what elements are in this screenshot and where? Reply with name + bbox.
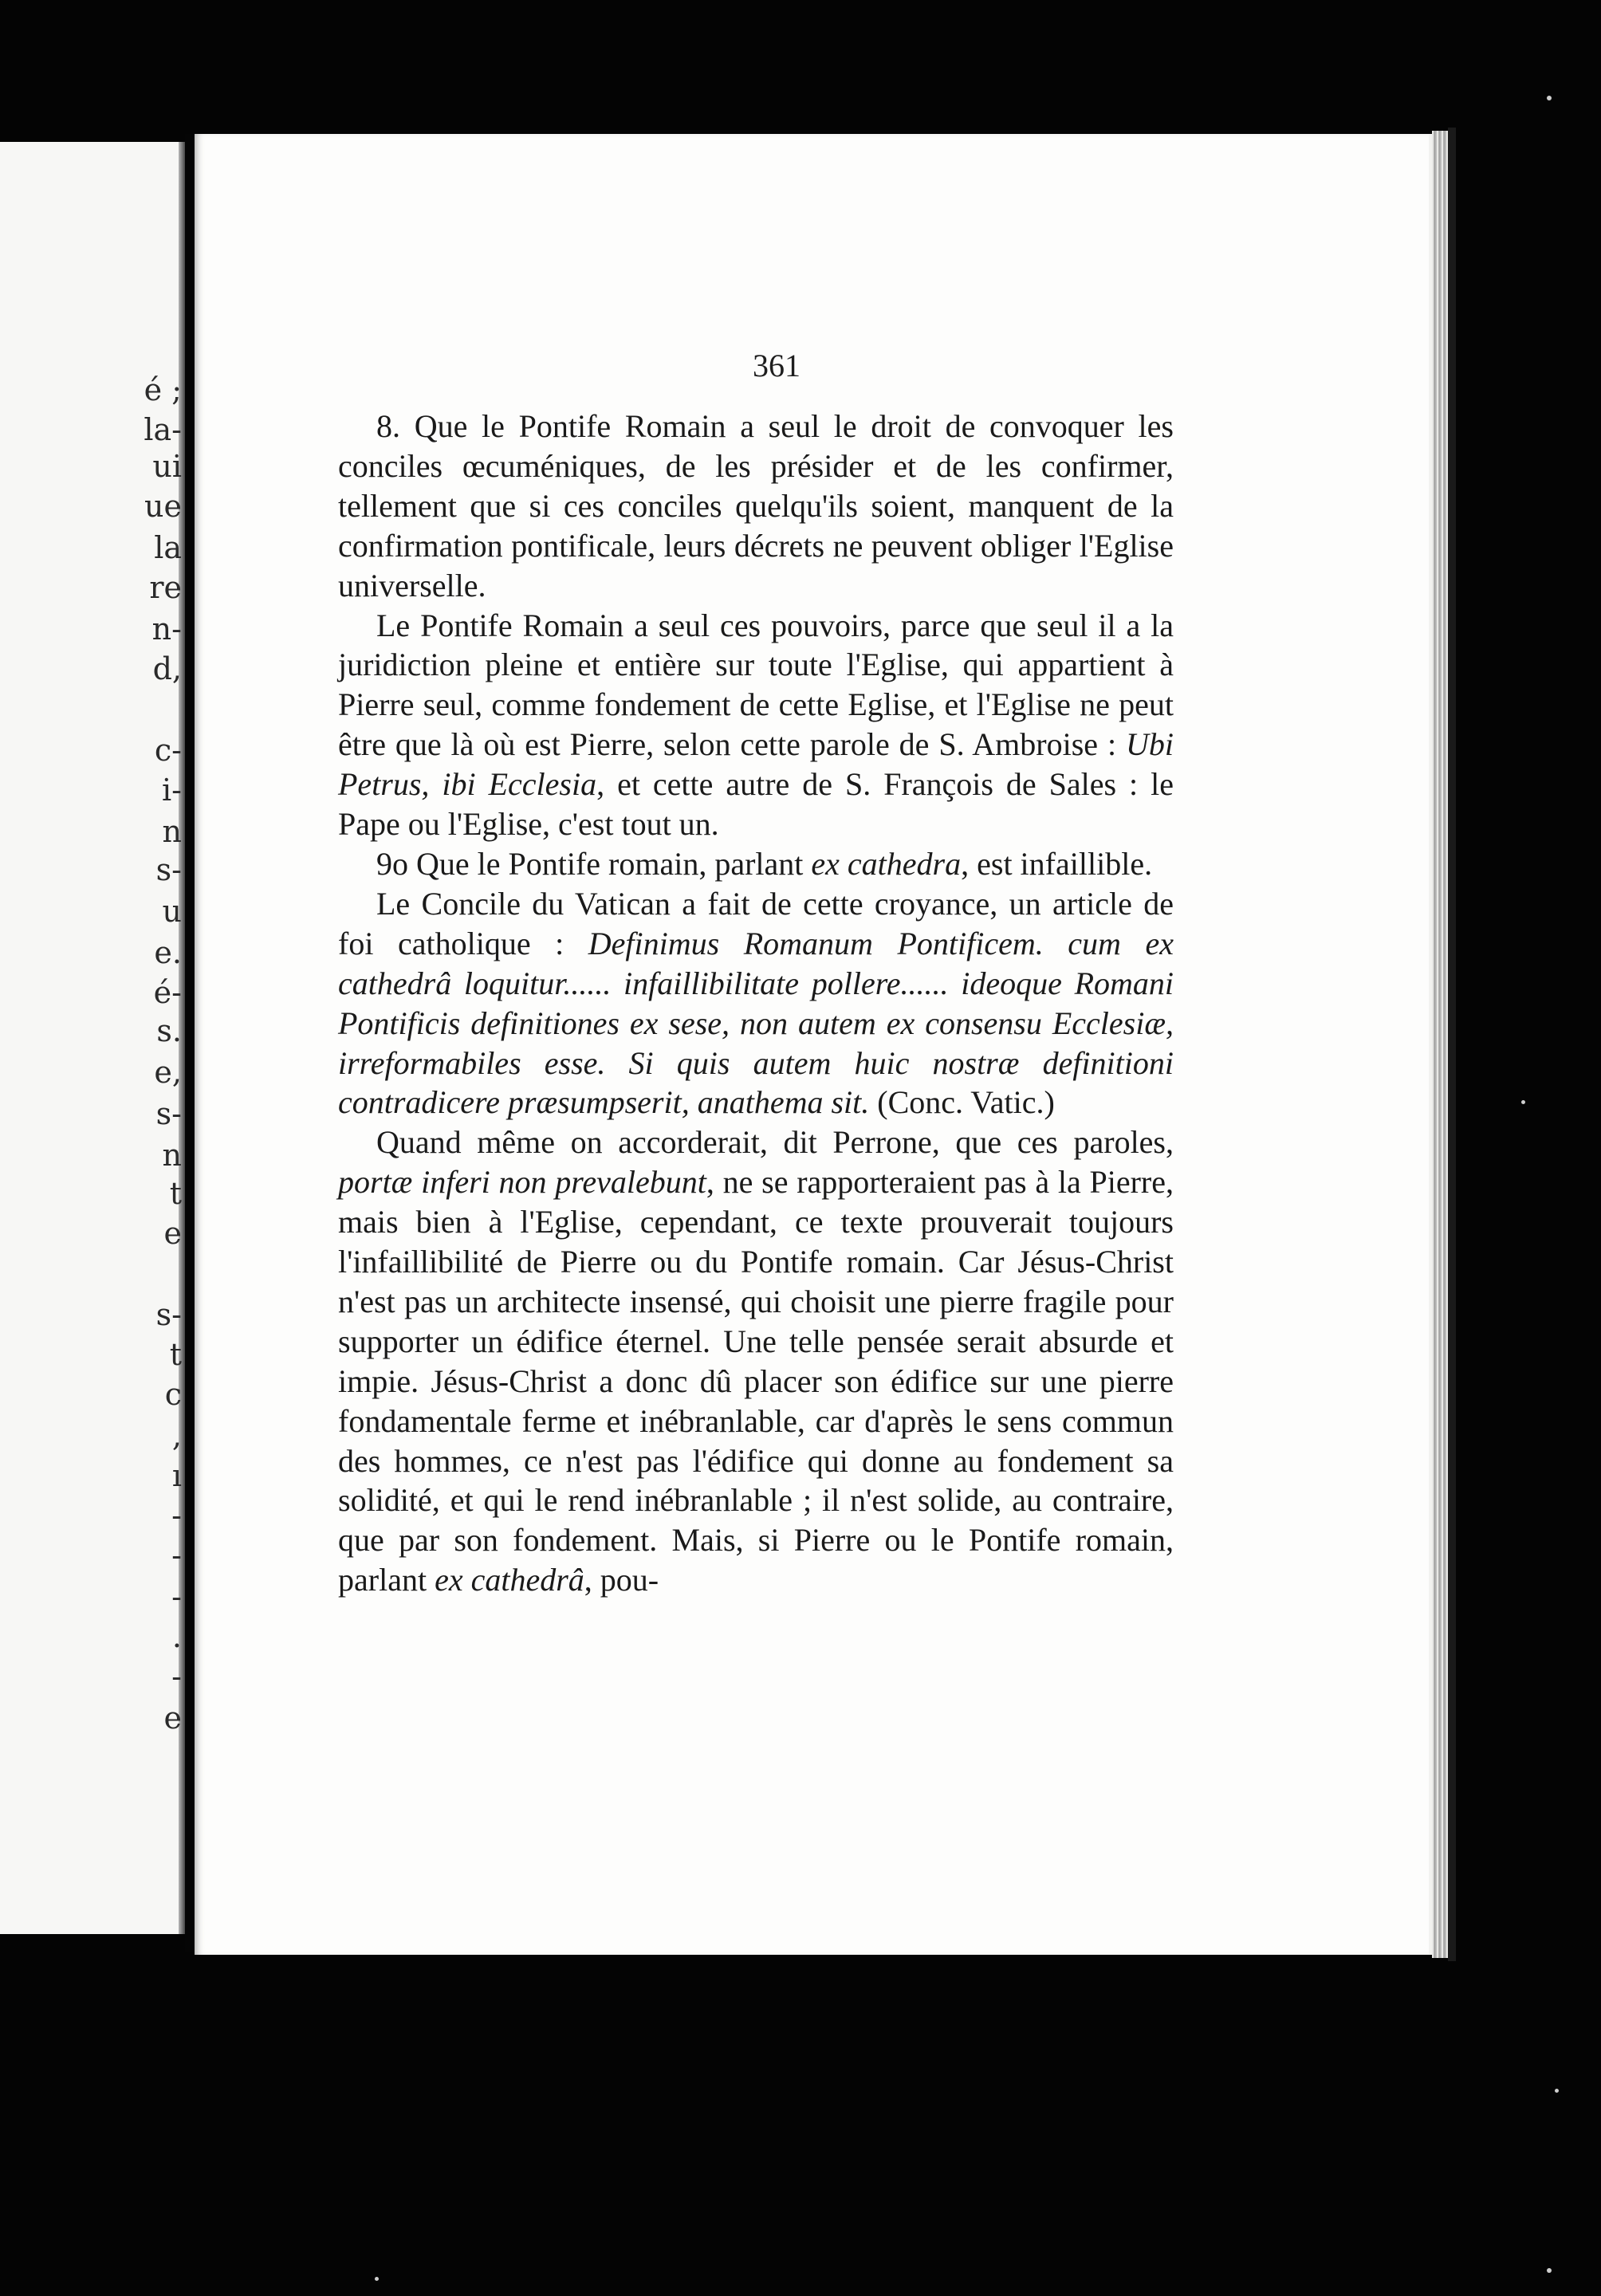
line-ending: d, (152, 651, 182, 686)
page-stack-shadow (1448, 128, 1456, 1961)
line-ending: é- (153, 975, 182, 1010)
line-ending: la- (144, 412, 182, 447)
text-run: , est infaillible. (961, 845, 1153, 882)
line-ending: - (171, 1579, 182, 1614)
line-ending: s- (155, 1297, 182, 1332)
text-run: 8. Que le Pontife Romain a seul le droit de convoquer les conciles œcuméniques, de les présider et de les confirmer, tellement que si ces conciles quelqu'ils soient, manquent de la confirmation pontificale, leurs décrets ne peuvent obliger l'Eglise universelle. (338, 408, 1174, 603)
text-run: , ne se rapporteraient pas à la Pierre, mais bien à l'Eglise, cependant, ce texte prouverait toujours l'infaillibilité de Pierre ou du Pontife romain. Car Jésus-Christ n'est pas un architecte insensé, qui choisit une pierre fragile pour supporter un édifice éternel. Une telle pensée serait absurde et impie. Jésus-Christ a donc dû placer son édifice sur une pierre fondamentale ferme et inébranlable, car d'après le sens commun des hommes, ce n'est pas l'édifice qui donne au fondement sa solidité, et qui le rend inébranlable ; il n'est solide, au contraire, que par son fondement. Mais, si Pierre ou le Pontife romain, parlant (338, 1164, 1174, 1598)
line-ending: , (171, 1418, 182, 1453)
line-ending: e, (154, 1055, 182, 1090)
paragraph-perrone (338, 1122, 1174, 1600)
italic-text: ex cathedra (811, 845, 962, 882)
line-ending: e. (154, 935, 182, 970)
body-text (338, 407, 1174, 1600)
line-ending: é ; (144, 372, 182, 407)
line-ending: la (154, 530, 182, 565)
line-ending: i- (162, 773, 182, 808)
line-ending: ui (152, 449, 182, 484)
text-run: Quand même on accorderait, dit Perrone, que ces paroles, (376, 1124, 1174, 1161)
italic-text: ex cathedrâ (435, 1562, 584, 1598)
line-ending: - (171, 1498, 182, 1533)
page-number: 361 (753, 348, 800, 383)
scan-speck (1547, 2268, 1552, 2273)
line-ending: e (163, 1216, 182, 1251)
scan-speck (1521, 1100, 1525, 1104)
text-run: Le Pontife Romain a seul ces pouvoirs, parce que seul il a la juridiction pleine et entière sur toute l'Eglise, qui appartient à Pierre seul, comme fondement de cette Eglise, et l'Eglise ne peut être que là où est Pierre, selon cette parole de S. Ambroise : (338, 607, 1174, 763)
line-ending: - (171, 1659, 182, 1694)
page-stack-edges (1432, 131, 1450, 1958)
paragraph-infallibility (338, 844, 1174, 884)
line-ending: c (164, 1377, 182, 1412)
line-ending: s- (155, 1096, 182, 1131)
italic-text: Definimus Romanum Pontificem. cum ex cathedrâ loquitur...... infaillibilitate pollere...... ideoque Romani Pontificis definitiones ex sese, non autem ex consensu Ecclesiæ, irreformabiles esse. Si quis autem huic nostræ definitioni contradicere præsumpserit, anathema sit. (338, 925, 1174, 1121)
line-ending: n (162, 1138, 182, 1173)
line-ending: . (171, 1619, 182, 1654)
paragraph-vatican-council (338, 884, 1174, 1122)
line-ending: n (162, 814, 182, 849)
scan-speck (1555, 2089, 1559, 2093)
scan-speck (1547, 96, 1552, 100)
text-run: , pou- (584, 1562, 659, 1598)
line-ending: ue (144, 489, 182, 524)
text-run: (Conc. Vatic.) (869, 1084, 1055, 1121)
line-ending: c- (154, 733, 182, 768)
text-run: Le Concile du Vatican a fait de cette croyance, un article de foi catholique : (338, 885, 1174, 961)
line-ending: u (162, 894, 182, 929)
line-ending: n- (151, 611, 182, 647)
line-ending: s. (156, 1013, 182, 1048)
paragraph-jurisdiction (338, 606, 1174, 844)
paragraph-convocation (338, 407, 1174, 606)
text-run: 9o Que le Pontife romain, parlant (376, 845, 812, 882)
line-ending: re (149, 570, 182, 605)
scan-speck (375, 2277, 379, 2281)
text-run: , et cette autre de S. François de Sales : le Pape ou l'Eglise, c'est tout un. (338, 766, 1174, 843)
line-ending: ı (171, 1458, 182, 1493)
line-ending: t (169, 1176, 182, 1211)
line-ending: t (169, 1337, 182, 1372)
italic-text: Ubi Petrus, ibi Ecclesia (338, 726, 1174, 803)
line-ending: e (163, 1700, 182, 1736)
line-ending: s- (155, 852, 182, 887)
line-ending: - (171, 1538, 182, 1573)
italic-text: portæ inferi non prevalebunt (338, 1164, 706, 1201)
